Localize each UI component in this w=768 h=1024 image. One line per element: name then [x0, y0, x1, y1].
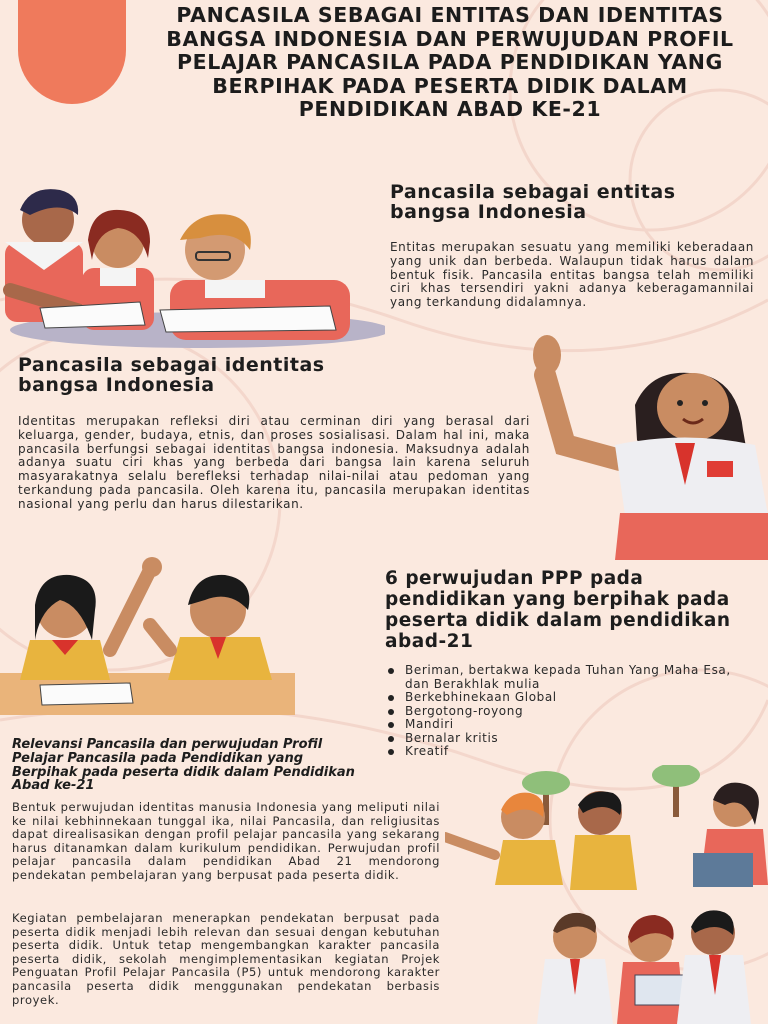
section4-body-1: Bentuk perwujudan identitas manusia Indonesia yang meliputi nilai ke nilai kebhinnekaan tunggal ika, nilai Pancasila, dan religiusitas dapat direalisasikan dengan profil pelajar pancasila yang sekarang harus ditanamkan dalam kurikulum pendidikan. Perwujudan profil pelajar pancasila dalam pendidikan Abad 21 mendorong pendekatan pembelajaran yang berpusat pada peserta didik.	[12, 800, 440, 882]
list-item: Berkebhinekaan Global	[388, 691, 758, 705]
page-title: PANCASILA SEBAGAI ENTITAS DAN IDENTITAS BANGSA INDONESIA DAN PERWUJUDAN PROFIL PELAJAR PANCASILA PADA PENDIDIKAN YANG BERPIHAK PADA PESERTA DIDIK DALAM PENDIDIKAN ABAD KE-21	[166, 3, 734, 121]
decorative-tab	[18, 0, 126, 104]
section4-body-2: Kegiatan pembelajaran menerapkan pendekatan berpusat pada peserta didik menjadi lebih relevan dan sesuai dengan kebutuhan peserta didik. Untuk tetap mengembangkan karakter pancasila peserta didik, sekolah mengimplementasikan kegiatan Projek Penguatan Profil Pelajar Pancasila (P5) untuk mendorong karakter pancasila peserta didik menggunakan pendekatan berbasis proyek.	[12, 911, 440, 1007]
section2-body: Identitas merupakan refleksi diri atau cerminan diri yang berasal dari keluarga, gender, budaya, etnis, dan proses sosialisasi. Dalam hal ini, maka pancasila berfungsi sebagai identitas bangsa indonesia. Maksudnya adalah adanya suatu ciri khas yang berbeda dari bangsa lain karena seluruh masyarakatnya selalu berefleksi terhadap nilai-nilai atau pedoman yang terkandung pada pancasila. Oleh karena itu, pancasila merupakan identitas nasional yang perlu dan harus dilestarikan.	[18, 414, 530, 511]
ppp-list	[388, 664, 758, 759]
students-reading-illustration	[0, 180, 385, 350]
section2-heading: Pancasila sebagai identitas bangsa Indonesia	[18, 354, 325, 396]
bullet-icon	[388, 722, 394, 728]
section1-body: Entitas merupakan sesuatu yang memiliki keberadaan yang unik dan berbeda. Walaupun tidak harus dalam bentuk fisik. Pancasila entitas bangsa telah memiliki ciri khas tersendiri yakni adanya keberagamannilai yang terkandung didalamnya.	[390, 240, 754, 310]
list-item: Bergotong-royong	[388, 705, 758, 719]
section3-heading: 6 perwujudan PPP pada pendidikan yang berpihak pada peserta didik dalam pendidikan abad-21	[385, 568, 731, 652]
section4-heading: Relevansi Pancasila dan perwujudan Profil Pelajar Pancasila pada Pendidikan yang Berpihak pada peserta didik dalam Pendidikan Abad ke-21	[12, 737, 355, 794]
bullet-icon	[388, 709, 394, 715]
bullet-icon	[388, 695, 394, 701]
students-group-illustration	[445, 765, 768, 1024]
list-item: Beriman, bertakwa kepada Tuhan Yang Maha Esa, dan Berakhlak mulia	[388, 664, 758, 691]
list-item: Kreatif	[388, 745, 758, 759]
bullet-icon	[388, 736, 394, 742]
section1-heading: Pancasila sebagai entitas bangsa Indonesia	[390, 181, 676, 223]
bullet-icon	[388, 749, 394, 755]
list-item: Bernalar kritis	[388, 732, 758, 746]
students-at-desk-illustration	[0, 555, 295, 725]
bullet-icon	[388, 668, 394, 674]
list-item: Mandiri	[388, 718, 758, 732]
girl-raising-hand-illustration	[525, 335, 768, 560]
